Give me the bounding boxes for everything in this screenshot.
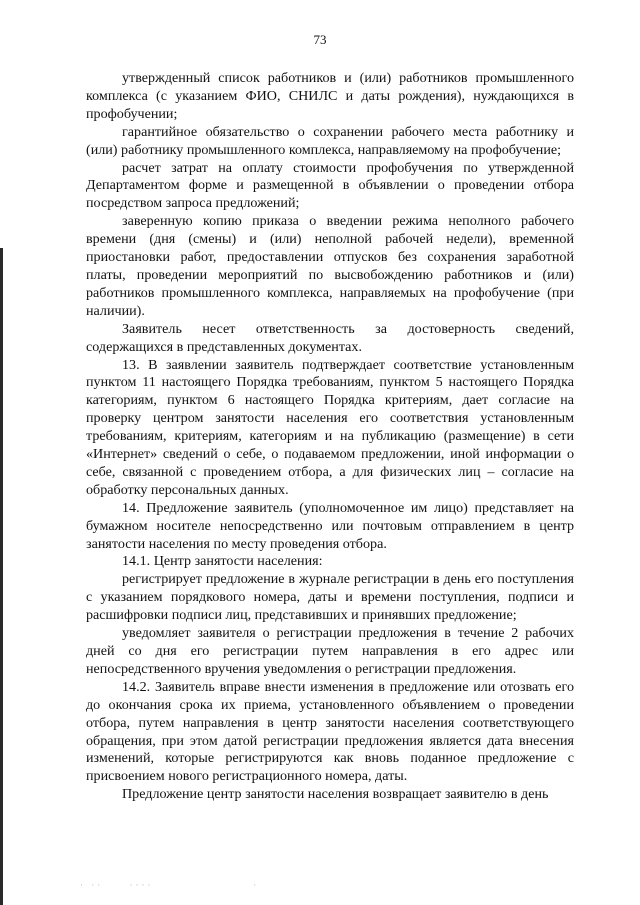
paragraph-return: Предложение центр занятости населения возвращает заявителю в день [122,786,549,803]
scan-edge-shadow [0,248,3,905]
paragraph-registration: регистрирует предложение в журнале регистрации в день его поступления с указанием порядкового номера, даты и времени поступления, подписи и расшифровки подписи лиц, представивших и принявших предложение; [86,571,574,624]
page-number: 73 [313,32,327,47]
paragraph-14: 14. Предложение заявитель (уполномоченное им лицо) представляет на бумажном носителе непосредственно или почтовым отправлением в центр занятости населения по месту проведения отбора. [86,499,574,552]
paragraph-cost-calculation: расчет затрат на оплату стоимости профобучения по утвержденной Департаментом форме и размещенной в объявлении о проведении отбора посредством запроса предложений; [86,159,574,212]
paragraph-14-2: 14.2. Заявитель вправе внести изменения в предложение или отозвать его до окончания срока их приема, установленного объявлением о проведении отбора, путем направления в центр занятости населения соответствующего обращения, при этом датой регистрации предложения является дата внесения изменений, которые регистрируются как вновь поданное предложение с присвоением нового регистрационного номера, даты. [86,678,574,785]
document-body [86,70,574,804]
paragraph-14-1: 14.1. Центр занятости населения: [122,553,323,570]
scan-noise-marks: · ·· ···· · [80,880,260,890]
paragraph-13: 13. В заявлении заявитель подтверждает соответствие установленным пунктом 11 настоящего Порядка требованиям, пунктом 5 настоящего Порядка категориям, пунктом 6 настоящего Порядка критериям, дает согласие на проверку центром занятости населения его соответствия установленным требованиям, критериям, категориям и на публикацию (размещение) в сети «Интернет» сведений о себе, о подаваемом предложении, иной информации о себе, связанной с проведением отбора, а для физических лиц – согласие на обработку персональных данных. [86,356,574,498]
paragraph-employee-list: утвержденный список работников и (или) работников промышленного комплекса (с указанием ФИО, СНИЛС и даты рождения), нуждающихся в профобучении; [86,70,574,122]
paragraph-notification: уведомляет заявителя о регистрации предложения в течение 2 рабочих дней со дня его регистрации путем направления в его адрес или непосредственного вручения уведомления о регистрации предложения. [86,625,574,677]
paragraph-order-copy: заверенную копию приказа о введении режима неполного рабочего времени (дня (смены) и (или) неполной рабочей недели), временной приостановки работ, предоставлении отпусков без сохранения заработной платы, проведении мероприятий по высвобождению работников и (или) работников промышленного комплекса, направляемых на профобучение (при наличии). [86,213,574,319]
paragraph-guarantee: гарантийное обязательство о сохранении рабочего места работнику и (или) работнику промышленного комплекса, направляемому на профобучение; [86,123,574,158]
paragraph-responsibility: Заявитель несет ответственность за достоверность сведений, содержащихся в представленных документах. [86,320,574,355]
